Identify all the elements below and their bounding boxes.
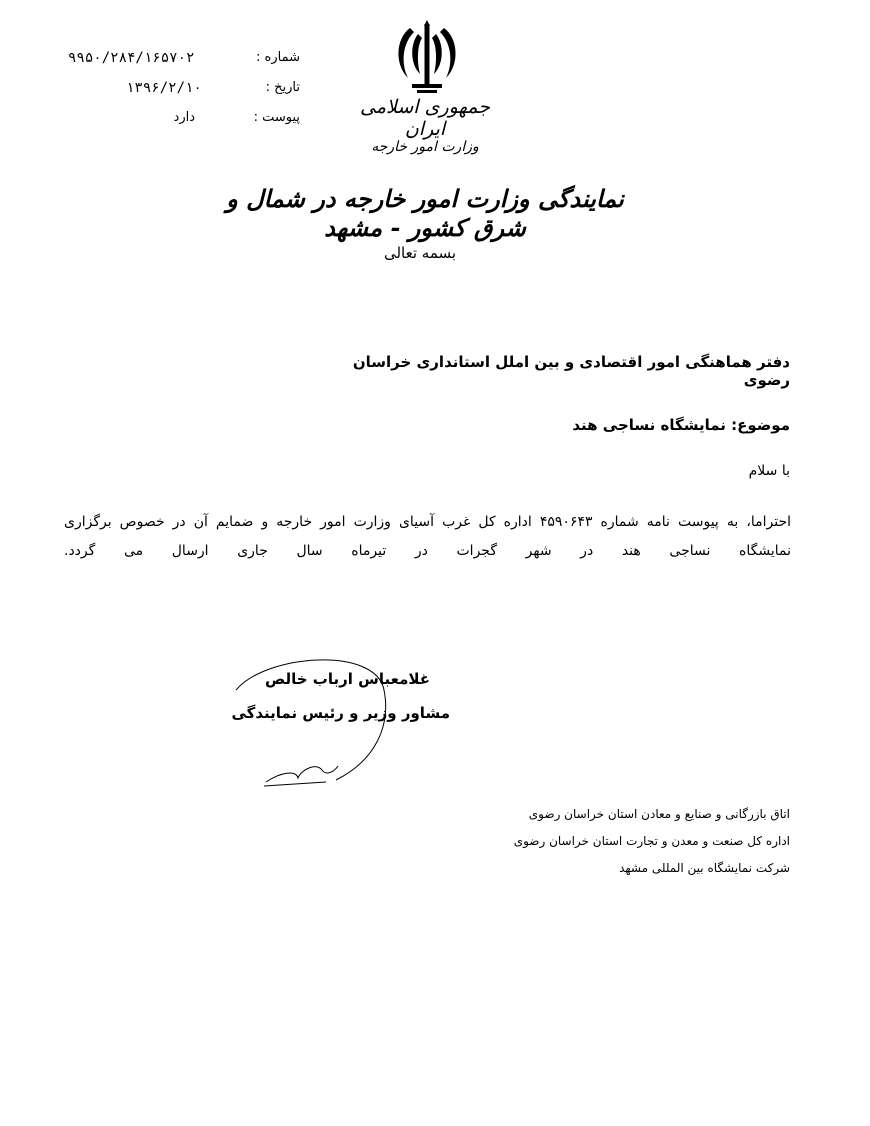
subject-line: موضوع: نمایشگاه نساجی هند [572, 416, 790, 434]
iran-emblem-icon [390, 20, 464, 100]
cc-item-industry-directorate: اداره کل صنعت و معدن و تجارت استان خراسان رضوی [513, 834, 790, 848]
cc-item-chamber-of-commerce: اتاق بازرگانی و صنایع و معادن استان خراسان رضوی [528, 807, 790, 821]
letter-date-value: ۱۳۹۶/۲/۱۰ [126, 80, 202, 96]
greeting: با سلام [748, 463, 790, 479]
recipient: دفتر هماهنگی امور اقتصادی و بین املل استانداری خراسان رضوی [352, 353, 790, 389]
country-title: جمهوری اسلامی ایران [360, 96, 490, 140]
invocation: بسمه تعالی [383, 244, 457, 262]
signatory-name: غلامعباس ارباب خالص [265, 670, 430, 688]
attachment-label: پیوست : [253, 110, 300, 125]
body-line-1: احتراما، به پیوست نامه شماره ۴۵۹۰۶۴۳ اداره کل غرب آسیای وزارت امور خارجه و ضمایم آن در خصوص برگزاری [64, 514, 791, 530]
cc-item-exhibition-company: شرکت نمایشگاه بین المللی مشهد [619, 861, 790, 875]
signatory-title: مشاور وزیر و رئیس نمایندگی [231, 704, 450, 722]
body-line-2: نمایشگاه نساجی هند در شهر گجرات در تیرماه سال جاری ارسال می گردد. [64, 543, 791, 559]
letter-date-label: تاریخ : [265, 80, 300, 95]
ministry-title: وزارت امور خارجه [371, 139, 479, 155]
office-title: نمایندگی وزارت امور خارجه در شمال و شرق کشور - مشهد [226, 184, 624, 242]
letter-number-label: شماره : [256, 50, 300, 65]
letter-number-value: ۹۹۵۰/۲۸۴/۱۶۵۷۰۲ [68, 50, 195, 66]
attachment-value: دارد [173, 110, 195, 125]
